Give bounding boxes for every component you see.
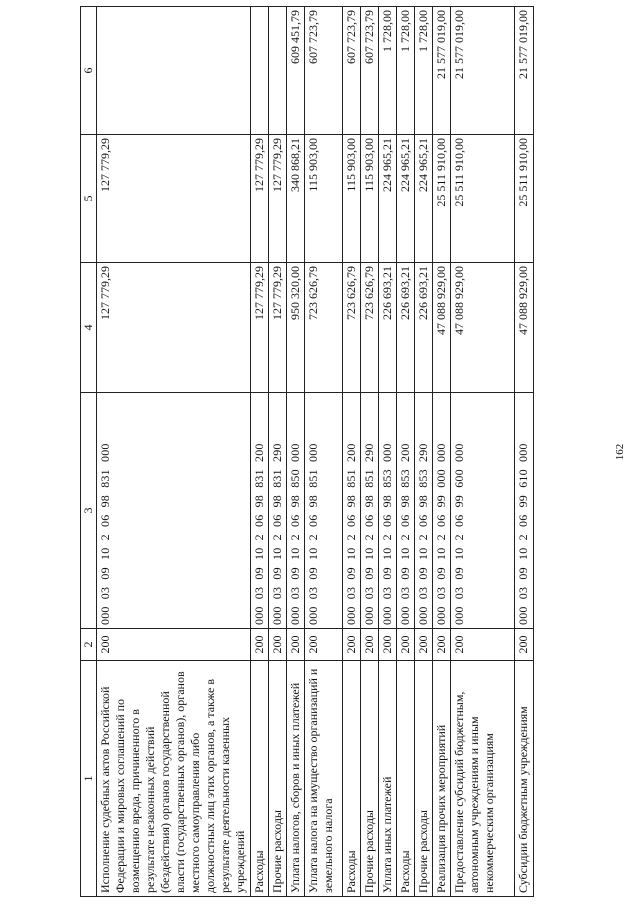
table-row xyxy=(361,7,379,897)
row-name: Уплата иных платежей xyxy=(379,661,397,897)
table-row xyxy=(269,7,287,897)
table-row xyxy=(415,7,433,897)
row-value-6: 607 723,79 xyxy=(305,7,343,135)
header-cell: 6 xyxy=(81,7,97,135)
row-code: 200 xyxy=(343,629,361,661)
row-name: Предоставление субсидий бюджетным, автономным учреждениям и иным некоммерческим организациям xyxy=(451,661,515,897)
row-value-6: 1 728,00 xyxy=(397,7,415,135)
row-value-4: 723 626,79 xyxy=(305,263,343,393)
row-code: 200 xyxy=(433,629,451,661)
table-row xyxy=(251,7,269,897)
row-csr: 000 03 09 10 2 06 98 851 290 xyxy=(361,393,379,629)
row-value-4: 226 693,21 xyxy=(415,263,433,393)
table-row xyxy=(305,7,343,897)
row-value-5: 340 868,21 xyxy=(287,135,305,263)
rotated-table-container xyxy=(80,7,610,897)
row-csr: 000 03 09 10 2 06 98 851 200 xyxy=(343,393,361,629)
row-value-6 xyxy=(251,7,269,135)
row-value-4: 47 088 929,00 xyxy=(433,263,451,393)
row-value-5: 25 511 910,00 xyxy=(433,135,451,263)
row-code: 200 xyxy=(415,629,433,661)
row-value-4: 47 088 929,00 xyxy=(515,263,534,393)
row-value-6: 1 728,00 xyxy=(379,7,397,135)
row-value-6 xyxy=(269,7,287,135)
row-value-4: 226 693,21 xyxy=(397,263,415,393)
row-csr: 000 03 09 10 2 06 98 853 290 xyxy=(415,393,433,629)
row-csr: 000 03 09 10 2 06 98 853 000 xyxy=(379,393,397,629)
row-value-6: 607 723,79 xyxy=(361,7,379,135)
row-csr: 000 03 09 10 2 06 98 851 000 xyxy=(305,393,343,629)
row-csr: 000 03 09 10 2 06 98 831 200 xyxy=(251,393,269,629)
row-value-6: 21 577 019,00 xyxy=(433,7,451,135)
row-csr: 000 03 09 10 2 06 98 853 200 xyxy=(397,393,415,629)
row-value-4: 723 626,79 xyxy=(361,263,379,393)
row-value-5: 115 903,00 xyxy=(305,135,343,263)
table-row xyxy=(397,7,415,897)
table-row xyxy=(97,7,251,897)
row-value-5: 115 903,00 xyxy=(361,135,379,263)
row-value-6: 21 577 019,00 xyxy=(515,7,534,135)
row-code: 200 xyxy=(397,629,415,661)
row-csr: 000 03 09 10 2 06 98 850 000 xyxy=(287,393,305,629)
row-value-4: 950 320,00 xyxy=(287,263,305,393)
row-value-5: 224 965,21 xyxy=(379,135,397,263)
row-csr: 000 03 09 10 2 06 99 600 000 xyxy=(451,393,515,629)
row-code: 200 xyxy=(305,629,343,661)
row-csr: 000 03 09 10 2 06 99 610 000 xyxy=(515,393,534,629)
row-value-4: 127 779,29 xyxy=(269,263,287,393)
row-name: Расходы xyxy=(397,661,415,897)
row-value-5: 224 965,21 xyxy=(397,135,415,263)
row-name: Расходы xyxy=(343,661,361,897)
row-value-4: 226 693,21 xyxy=(379,263,397,393)
budget-table xyxy=(80,6,534,897)
header-cell: 2 xyxy=(81,629,97,661)
row-value-5: 127 779,29 xyxy=(269,135,287,263)
header-cell: 1 xyxy=(81,661,97,897)
row-code: 200 xyxy=(97,629,251,661)
row-value-5: 25 511 910,00 xyxy=(451,135,515,263)
row-value-5: 25 511 910,00 xyxy=(515,135,534,263)
row-code: 200 xyxy=(251,629,269,661)
row-value-5: 127 779,29 xyxy=(251,135,269,263)
row-name: Прочие расходы xyxy=(415,661,433,897)
row-name: Прочие расходы xyxy=(269,661,287,897)
row-csr: 000 03 09 10 2 06 98 831 290 xyxy=(269,393,287,629)
row-code: 200 xyxy=(379,629,397,661)
row-value-4: 127 779,29 xyxy=(251,263,269,393)
row-value-5: 115 903,00 xyxy=(343,135,361,263)
row-name: Реализация прочих мероприятий xyxy=(433,661,451,897)
table-row xyxy=(515,7,534,897)
row-name: Исполнение судебных актов Российской Федерации и мировых соглашений по возмещению вреда, причиненного в результате незаконных действий (бездействия) органов государственной власти (государственных органов), органов местного самоуправления либо должностных лиц этих органов, а также в результате деятельности казенных учреждений xyxy=(97,661,251,897)
row-name: Прочие расходы xyxy=(361,661,379,897)
row-csr: 000 03 09 10 2 06 99 000 000 xyxy=(433,393,451,629)
header-row xyxy=(81,7,97,897)
row-value-6 xyxy=(97,7,251,135)
row-code: 200 xyxy=(515,629,534,661)
header-cell: 3 xyxy=(81,393,97,629)
table-row xyxy=(343,7,361,897)
row-code: 200 xyxy=(269,629,287,661)
table-row xyxy=(433,7,451,897)
table-row xyxy=(287,7,305,897)
row-code: 200 xyxy=(361,629,379,661)
row-value-4: 723 626,79 xyxy=(343,263,361,393)
row-name: Расходы xyxy=(251,661,269,897)
row-name: Субсидии бюджетным учреждениям xyxy=(515,661,534,897)
row-value-5: 127 779,29 xyxy=(97,135,251,263)
header-cell: 5 xyxy=(81,135,97,263)
row-csr: 000 03 09 10 2 06 98 831 000 xyxy=(97,393,251,629)
row-value-6: 607 723,79 xyxy=(343,7,361,135)
row-value-5: 224 965,21 xyxy=(415,135,433,263)
page-number: 162 xyxy=(614,443,626,461)
row-value-6: 1 728,00 xyxy=(415,7,433,135)
row-value-4: 47 088 929,00 xyxy=(451,263,515,393)
table-row xyxy=(379,7,397,897)
row-value-6: 609 451,79 xyxy=(287,7,305,135)
row-code: 200 xyxy=(287,629,305,661)
row-name: Уплата налогов, сборов и иных платежей xyxy=(287,661,305,897)
table-row xyxy=(451,7,515,897)
row-code: 200 xyxy=(451,629,515,661)
row-value-4: 127 779,29 xyxy=(97,263,251,393)
row-value-6: 21 577 019,00 xyxy=(451,7,515,135)
row-name: Уплата налога на имущество организаций и земельного налога xyxy=(305,661,343,897)
header-cell: 4 xyxy=(81,263,97,393)
